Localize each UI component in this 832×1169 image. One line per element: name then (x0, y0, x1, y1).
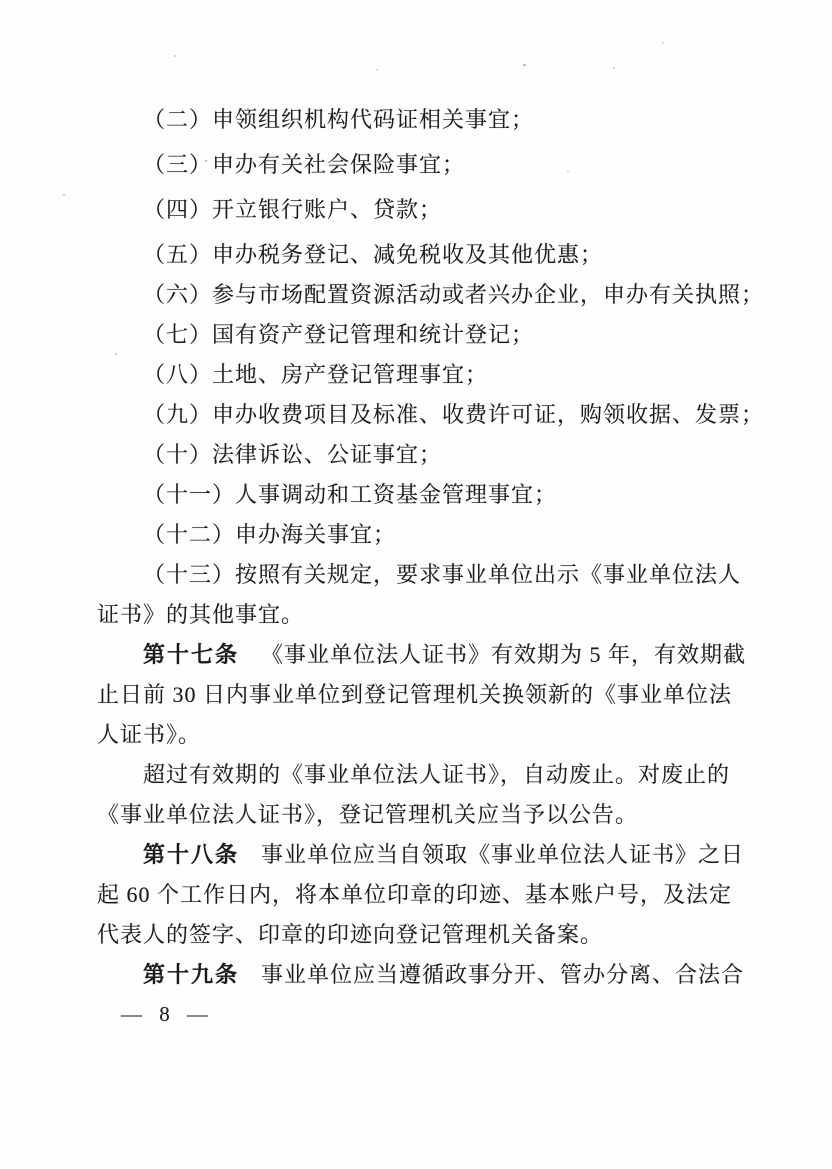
line-text: （十三）按照有关规定，要求事业单位出示《事业单位法人 (143, 562, 742, 587)
line-text: （十二）申办海关事宜； (143, 522, 397, 547)
article-line (97, 955, 745, 995)
line-text: 《事业单位法人证书》有效期为 5 年，有效期截 (261, 642, 747, 667)
line-text: 《事业单位法人证书》，登记管理机关应当予以公告。 (97, 802, 639, 827)
article-number: 第十八条 (143, 842, 240, 867)
list-item (97, 315, 745, 355)
line-text: 证书》的其他事宜。 (97, 602, 305, 627)
text-line (97, 675, 745, 715)
document-body (97, 100, 765, 995)
text-line (97, 795, 745, 835)
list-item (97, 435, 745, 475)
text-line (97, 755, 745, 795)
line-text: （二）申领组织机构代码证相关事宜； (143, 107, 535, 132)
text-line (97, 915, 745, 955)
list-item (97, 100, 745, 140)
line-text: （六）参与市场配置资源活动或者兴办企业，申办有关执照； (143, 282, 765, 307)
scan-speckle (376, 69, 378, 71)
list-item (97, 395, 765, 435)
article-number: 第十七条 (143, 642, 240, 667)
line-text: 止日前 30 日内事业单位到登记管理机关换领新的《事业单位法 (97, 682, 733, 707)
article-line (97, 835, 745, 875)
line-text: （五）申办税务登记、减免税收及其他优惠； (143, 242, 604, 267)
article-line (97, 635, 745, 675)
list-item (97, 145, 745, 185)
scan-speckle (174, 55, 176, 57)
line-text: （九）申办收费项目及标准、收费许可证，购领收据、发票； (143, 402, 765, 427)
list-item (97, 235, 745, 275)
page-number: — 8 — (121, 1002, 214, 1026)
scan-speckle (523, 64, 526, 66)
line-text: （十一）人事调动和工资基金管理事宜； (143, 482, 558, 507)
line-text: 事业单位应当遵循政事分开、管办分离、合法合 (261, 962, 745, 987)
list-item (97, 275, 765, 315)
list-item (97, 475, 745, 515)
line-text: （三）申办有关社会保险事宜； (143, 152, 466, 177)
line-text: 超过有效期的《事业单位法人证书》，自动废止。对废止的 (143, 762, 731, 787)
text-line (97, 715, 745, 755)
line-text: （四）开立银行账户、贷款； (143, 197, 443, 222)
line-text: （八）土地、房产登记管理事宜； (143, 362, 489, 387)
list-item (97, 190, 745, 230)
line-text: （七）国有资产登记管理和统计登记； (143, 322, 535, 347)
line-text: 人证书》。 (97, 722, 202, 747)
text-line (97, 595, 745, 635)
line-text: （十）法律诉讼、公证事宜； (143, 442, 443, 467)
list-item (97, 555, 745, 595)
scan-speckle (613, 67, 615, 69)
scan-speckle (662, 42, 664, 44)
list-item (97, 515, 745, 555)
scan-speckle (63, 194, 65, 196)
list-item (97, 355, 745, 395)
line-text: 代表人的签字、印章的印迹向登记管理机关备案。 (97, 922, 604, 947)
line-text: 事业单位应当自领取《事业单位法人证书》之日 (261, 842, 745, 867)
article-number: 第十九条 (143, 962, 240, 987)
text-line (97, 875, 745, 915)
line-text: 起 60 个工作日内，将本单位印章的印迹、基本账户号，及法定 (97, 882, 733, 907)
